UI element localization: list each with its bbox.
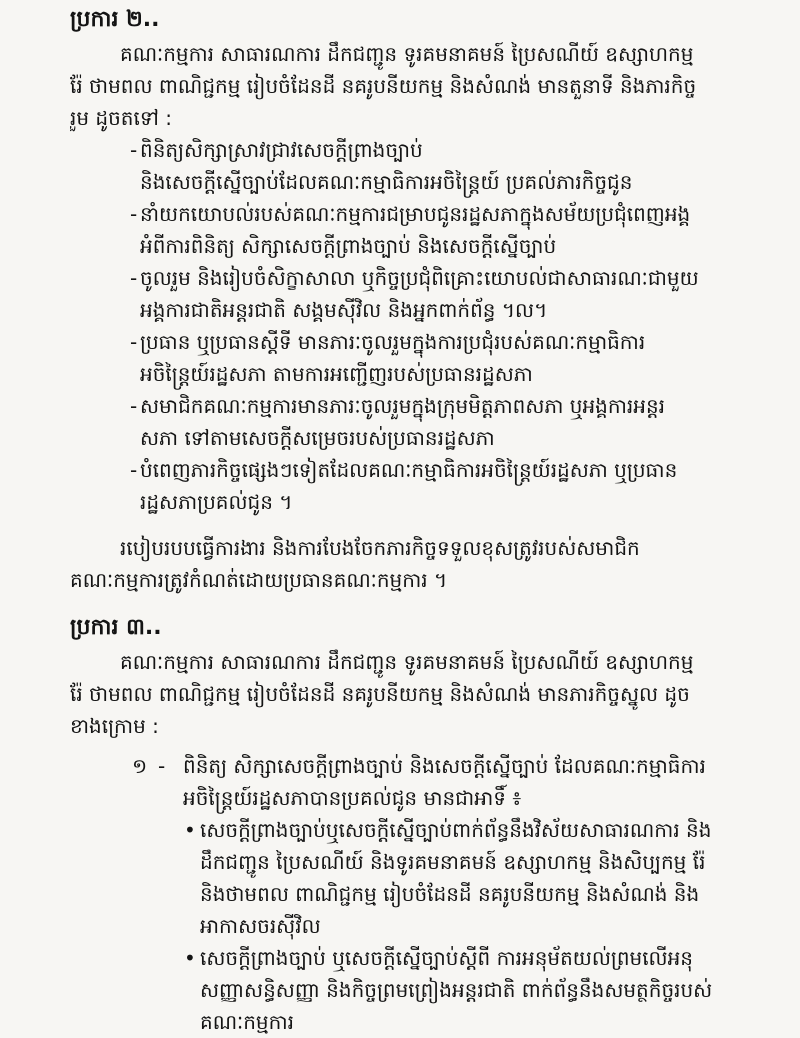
dash-marker: - xyxy=(130,266,138,290)
article-3-intro xyxy=(70,646,760,742)
duty-item xyxy=(70,262,760,326)
duty-item xyxy=(70,134,760,198)
duty-item-line: ពិនិត្យសិក្សាស្រាវជ្រាវសេចក្តីព្រាងច្បាប់ xyxy=(140,138,423,162)
duty-item-line: សមាជិកគណៈកម្មការមានភារៈចូលរួមក្នុងក្រុមមិត្តភាពសភា ឬអង្គការអន្តរ xyxy=(140,394,666,418)
article-2-closing-line: របៀបរបបធ្វើការងារ និងការបែងចែកភារកិច្ចទទួលខុសត្រូវរបស់សមាជិក xyxy=(120,536,640,560)
dash-marker: - xyxy=(158,754,166,778)
dash-marker: - xyxy=(130,330,138,354)
bullet-item-line: សេចក្តីព្រាងច្បាប់ឬសេចក្តីស្នើច្បាប់ពាក់ព័ន្ធនឹងវិស័យសាធារណការ និង xyxy=(200,818,712,842)
article-3-intro-line: គណៈកម្មការ សាធារណការ ដឹកជញ្ជូន ទូរគមនាគមន៍ ប្រៃសណីយ៍ ឧស្សាហកម្ម xyxy=(120,650,694,674)
spacer xyxy=(70,596,760,610)
article-2-closing-line: គណៈកម្មការត្រូវកំណត់ដោយប្រធានគណៈកម្មការ ។ xyxy=(70,568,448,592)
dash-marker: - xyxy=(130,138,138,162)
bullet-item-line: អាកាសចរស៊ីវិល xyxy=(200,914,321,938)
duty-item xyxy=(70,326,760,390)
bullet-item xyxy=(70,942,760,1038)
bullet-item-line: សេចក្តីព្រាងច្បាប់ ឬសេចក្តីស្នើច្បាប់ស្តីពី ការអនុម័តយល់ព្រមលើអនុ xyxy=(200,946,693,970)
item-number: ១ xyxy=(132,754,148,778)
duty-item-line: ចូលរួម និងរៀបចំសិក្ខាសាលា ឬកិច្ចប្រជុំពិគ្រោះយោបល់ជាសាធារណៈជាមួយ xyxy=(140,266,699,290)
bullet-item-line: ដឹកជញ្ជូន ប្រៃសណីយ៍ និងទូរគមនាគមន៍ ឧស្សាហកម្ម និងសិប្បកម្ម រ៉ែ xyxy=(200,850,706,874)
article-3-bullet-list xyxy=(70,814,760,1038)
article-2-intro-line: រួម ដូចតទៅ : xyxy=(70,106,172,130)
duty-item-line: និងសេចក្តីស្នើច្បាប់ដែលគណៈកម្មាធិការអចិន្ត្រៃយ៍ ប្រគល់ភារកិច្ចជូន xyxy=(140,170,633,194)
bullet-item-line: និងថាមពល ពាណិជ្ជកម្ម រៀបចំដែនដី នគរូបនីយកម្ម និងសំណង់ និង xyxy=(200,882,700,906)
article-2-closing xyxy=(70,532,760,596)
duty-item-line: សភា ទៅតាមសេចក្តីសម្រេចរបស់ប្រធានរដ្ឋសភា xyxy=(140,426,495,450)
dash-marker: - xyxy=(130,458,138,482)
dash-marker: - xyxy=(130,202,138,226)
spacer xyxy=(70,742,760,750)
article-3-heading: ប្រការ ៣.. xyxy=(70,615,162,640)
duty-item-line: ប្រធាន ឬប្រធានស្តីទី មានភារៈចូលរួមក្នុងការប្រជុំរបស់គណៈកម្មាធិការ xyxy=(140,330,646,354)
article-3-intro-line: រ៉ែ ថាមពល ពាណិជ្ជកម្ម រៀបចំដែនដី នគរូបនីយកម្ម និងសំណង់ មានភារកិច្ចស្នូល ដូច xyxy=(70,682,690,706)
duty-item-line: អំពីការពិនិត្យ សិក្សាសេចក្តីព្រាងច្បាប់ និងសេចក្តីស្នើច្បាប់ xyxy=(140,234,557,258)
duty-item-line: រដ្ឋសភាប្រគល់ជូន ។ xyxy=(140,490,293,514)
numbered-item-line: អចិន្ត្រៃយ៍រដ្ឋសភាបានប្រគល់ជូន មានជាអាទិ៍ ៖ xyxy=(183,786,522,810)
article-2-intro-line: គណៈកម្មការ សាធារណការ ដឹកជញ្ជូន ទូរគមនាគមន៍ ប្រៃសណីយ៍ ឧស្សាហកម្ម xyxy=(120,42,694,66)
duty-item-line: អចិន្ត្រៃយ៍រដ្ឋសភា តាមការអញ្ជើញរបស់ប្រធានរដ្ឋសភា xyxy=(140,362,533,386)
article-2-heading: ប្រការ ២.. xyxy=(70,7,160,32)
bullet-item xyxy=(70,814,760,942)
duty-item-line: អង្គការជាតិអន្តរជាតិ សង្គមស៊ីវិល និងអ្នកពាក់ព័ន្ធ ។ល។ xyxy=(140,298,548,322)
duty-item xyxy=(70,198,760,262)
duty-item-line: បំពេញភារកិច្ចផ្សេងៗទៀតដែលគណៈកម្មាធិការអចិន្ត្រៃយ៍រដ្ឋសភា ឬប្រធាន xyxy=(140,458,678,482)
dash-marker: - xyxy=(130,394,138,418)
numbered-item xyxy=(70,750,760,814)
bullet-dot-icon: • xyxy=(184,818,196,842)
bullet-dot-icon: • xyxy=(184,946,196,970)
article-2-intro xyxy=(70,38,760,134)
spacer xyxy=(70,518,760,532)
article-2-duty-list xyxy=(70,134,760,518)
duty-item xyxy=(70,390,760,454)
duty-item-line: នាំយកយោបល់របស់គណៈកម្មការជម្រាបជូនរដ្ឋសភាក្នុងសម័យប្រជុំពេញអង្គ xyxy=(140,202,691,226)
bullet-item-line: សញ្ញាសន្ធិសញ្ញា និងកិច្ចព្រមព្រៀងអន្តរជាតិ ពាក់ព័ន្ធនឹងសមត្ថកិច្ចរបស់ xyxy=(200,978,713,1002)
numbered-item-line: ពិនិត្យ សិក្សាសេចក្តីព្រាងច្បាប់ និងសេចក្តីស្នើច្បាប់ ដែលគណៈកម្មាធិការ xyxy=(183,754,706,778)
article-2-intro-line: រ៉ែ ថាមពល ពាណិជ្ជកម្ម រៀបចំដែនដី នគរូបនីយកម្ម និងសំណង់ មានតួនាទី និងភារកិច្ច xyxy=(70,74,697,98)
duty-item xyxy=(70,454,760,518)
bullet-item-line: គណៈកម្មការ xyxy=(200,1010,294,1034)
article-3-intro-line: ខាងក្រោម : xyxy=(70,714,159,738)
